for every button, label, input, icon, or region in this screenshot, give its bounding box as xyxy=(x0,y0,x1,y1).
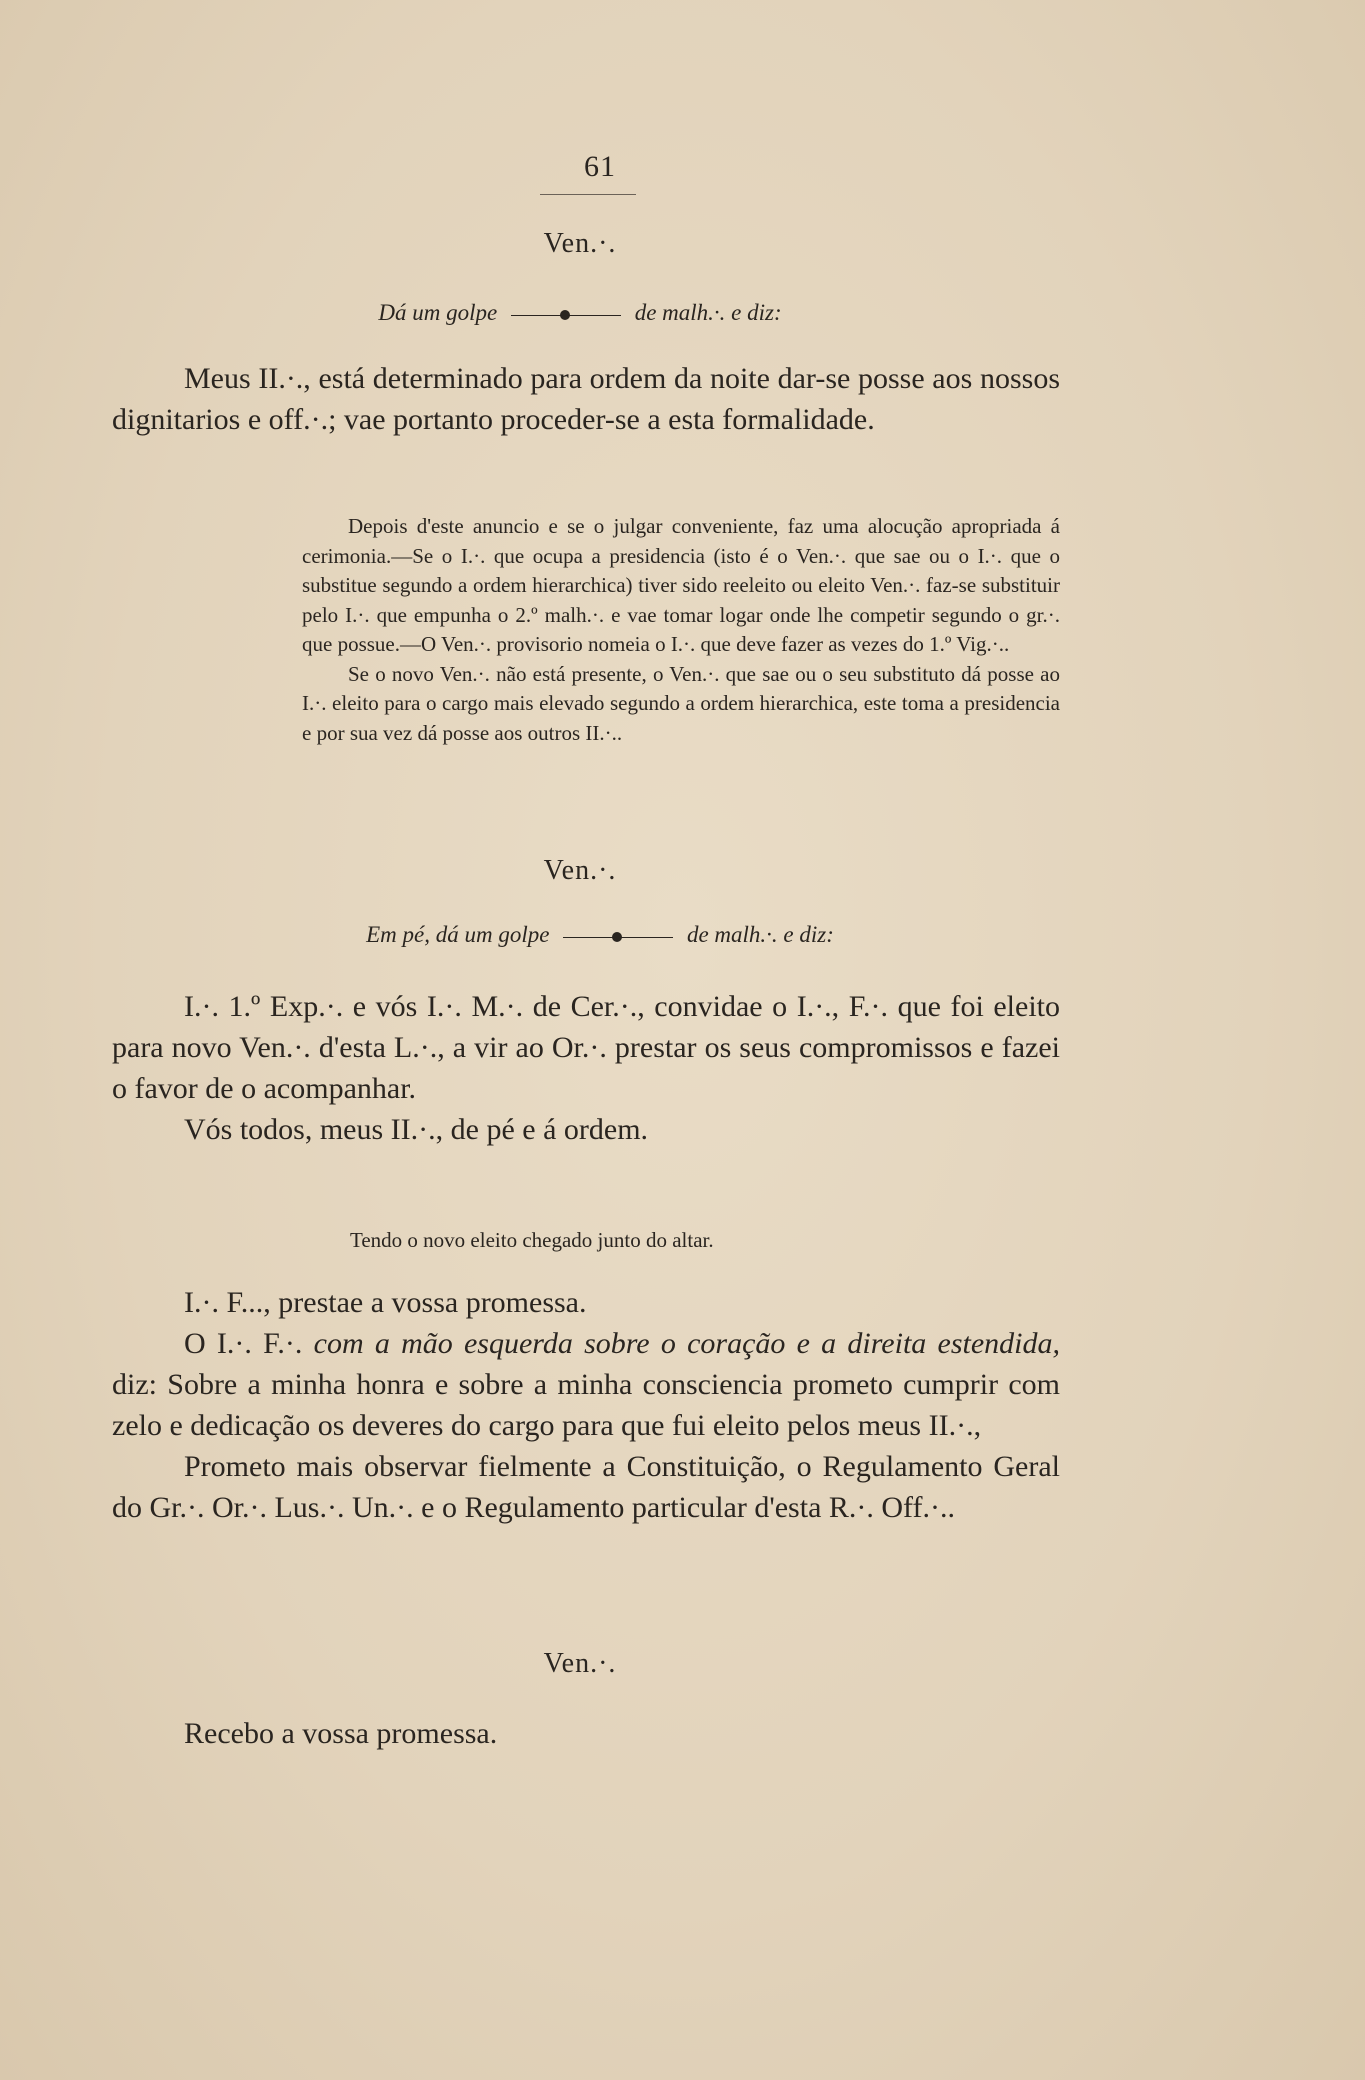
gavel-ornament xyxy=(563,932,673,942)
speech-paragraph xyxy=(112,358,1060,440)
rubric-text: Tendo o novo eleito chegado junto do altar. xyxy=(350,1228,714,1252)
speech-text: Recebo a vossa promessa. xyxy=(184,1717,498,1750)
oath-paragraph xyxy=(112,1323,1060,1446)
stage-direction-text: de malh.·. e diz: xyxy=(686,922,834,947)
rubric-note xyxy=(350,1226,950,1256)
stage-direction-text: Em pé, dá um golpe xyxy=(366,922,550,947)
speech-text: Vós todos, meus II.·., de pé e á ordem. xyxy=(184,1113,649,1146)
stage-direction-text: de malh.·. e diz: xyxy=(634,300,782,325)
stage-direction xyxy=(300,300,860,326)
speech-text: I.·. F..., prestae a vossa promessa. xyxy=(184,1286,587,1319)
rubric-text: Se o novo Ven.·. não está presente, o Ven.·. que sae ou o seu substituto dá posse ao I.·. eleito para o cargo mais elevado segundo a ordem hierarchica, este toma a presidencia e por sua vez dá posse aos outros II.·.. xyxy=(302,661,1060,745)
page-number-rule xyxy=(540,194,636,195)
speech-paragraph xyxy=(112,1713,1060,1754)
gavel-ornament xyxy=(511,310,621,320)
stage-direction-text: Dá um golpe xyxy=(378,300,498,325)
italic-direction: com a mão esquerda sobre o coração e a direita estendida, xyxy=(313,1327,1060,1360)
speech-text: I.·. 1.º Exp.·. e vós I.·. M.·. de Cer.·., convidae o I.·., F.·. que foi eleito para novo Ven.·. d'esta L.·., a vir ao Or.·. prestar os seus compromissos e fazei o favor de o acompanhar. xyxy=(112,990,1060,1105)
rubric-note xyxy=(302,512,1060,748)
speech-text: O I.·. F.·. xyxy=(184,1327,303,1360)
speech-text: Prometo mais observar fielmente a Constituição, o Regulamento Geral do Gr.·. Or.·. Lus.·. Un.·. e o Regulamento particular d'esta R.·. Off.·.. xyxy=(112,1450,1060,1524)
speaker-heading: Ven.·. xyxy=(543,228,617,259)
rubric-text: Depois d'este anuncio e se o julgar conveniente, faz uma alocução apropriada á cerimonia.—Se o I.·. que ocupa a presidencia (isto é o Ven.·. que sae ou o I.·. que o substitue segundo a ordem hierarchica) tiver sido reeleito ou eleito Ven.·. faz-se substituir pelo I.·. que empunha o 2.º malh.·. e vae tomar logar onde lhe competir segundo o gr.·. que possue.—O Ven.·. provisorio nomeia o I.·. que deve fazer as vezes do 1.º Vig.·.. xyxy=(302,514,1060,656)
page-number: 61 xyxy=(584,150,616,183)
speech-text: diz: Sobre a minha honra e sobre a minha consciencia prometo cumprir com zelo e dedicação os deveres do cargo para que fui eleito pelos meus II.·., xyxy=(112,1368,1060,1442)
speech-text: Meus II.·., está determinado para ordem da noite dar-se posse aos nossos dignitarios e off.·.; vae portanto proceder-se a esta formalidade. xyxy=(112,362,1060,436)
speaker-heading: Ven.·. xyxy=(543,855,617,886)
speaker-heading: Ven.·. xyxy=(543,1648,617,1679)
speech-paragraph xyxy=(112,986,1060,1150)
stage-direction xyxy=(300,922,900,948)
speech-paragraph xyxy=(112,1282,1060,1528)
